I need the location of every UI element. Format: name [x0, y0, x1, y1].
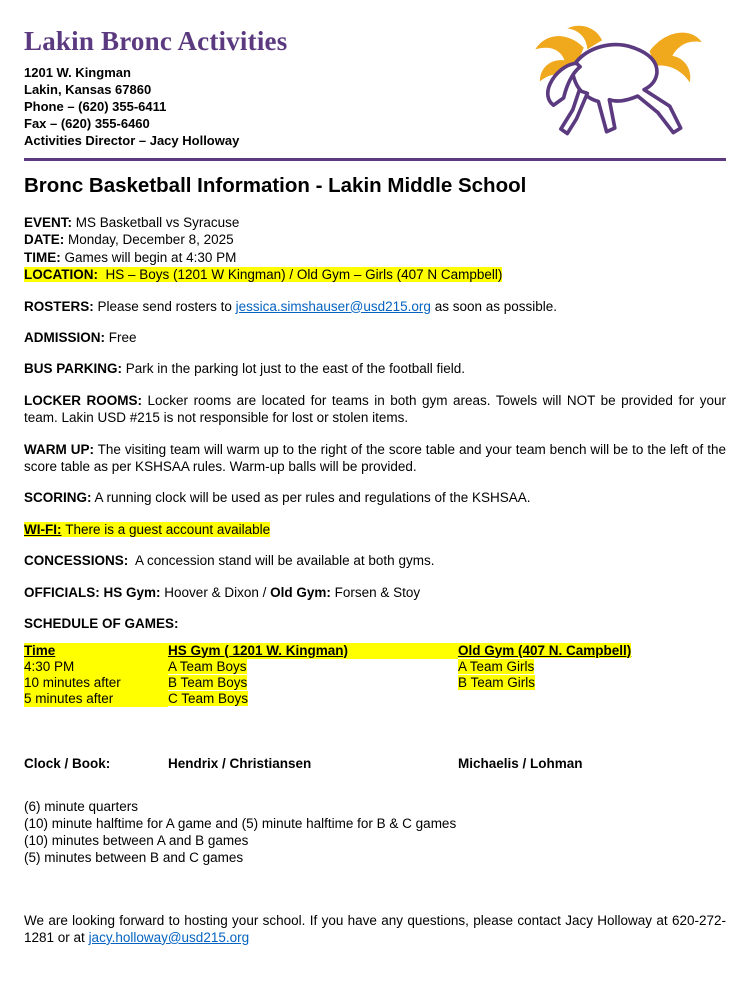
letterhead: [24, 26, 726, 150]
clock-book-row: [24, 755, 726, 772]
warm-up-text: The visiting team will warm up to the right of the score table and your team bench will be to the left of the score table as per KSHSAA rules. Warm-up balls will be provided.: [24, 441, 726, 475]
time-text: Games will begin at 4:30 PM: [64, 249, 237, 265]
scoring-line: [24, 489, 726, 506]
note-line: (6) minute quarters: [24, 798, 139, 814]
officials-hs-text: Hoover & Dixon /: [164, 584, 267, 600]
clock-book-old: Michaelis / Lohman: [458, 755, 583, 771]
location-line: [24, 266, 726, 283]
letterhead-text: [24, 26, 287, 149]
note-line: (10) minute halftime for A game and (5) minute halftime for B & C games: [24, 815, 457, 831]
schedule-table: [24, 643, 726, 772]
note-line: (5) minutes between B and C games: [24, 849, 244, 865]
wifi-label: WI-FI:: [24, 521, 62, 537]
officials-line: [24, 584, 726, 601]
clock-book-label: Clock / Book:: [24, 755, 111, 771]
time-line: [24, 249, 726, 266]
schedule-header-row: [24, 643, 726, 659]
event-info-block: [24, 214, 726, 284]
phone-line: Phone – (620) 355-6411: [24, 99, 167, 114]
admission-text: Free: [108, 330, 137, 346]
page-title: Bronc Basketball Information - Lakin Middle School: [24, 174, 527, 197]
wifi-line: [24, 521, 726, 538]
locker-rooms-paragraph: [24, 392, 726, 427]
time-label: TIME:: [24, 249, 61, 265]
schedule-row: [24, 675, 726, 691]
warm-up-label: WARM UP:: [24, 441, 94, 457]
officials-label: OFFICIALS:: [24, 584, 100, 600]
schedule-row: [24, 659, 726, 675]
closing-text: We are looking forward to hosting your school. If you have any questions, please contact Jacy Holloway at 620-272-1281 or at: [24, 912, 726, 945]
schedule-header-time: Time: [24, 643, 168, 659]
schedule-time-cell: 10 minutes after: [24, 675, 168, 691]
concessions-text: A concession stand will be available at both gyms.: [135, 553, 435, 569]
location-text: HS – Boys (1201 W Kingman) / Old Gym – Girls (407 N Campbell): [105, 267, 503, 283]
event-line: [24, 214, 726, 231]
schedule-heading: SCHEDULE OF GAMES:: [24, 616, 179, 632]
warm-up-paragraph: [24, 441, 726, 476]
admission-label: ADMISSION:: [24, 330, 105, 346]
director-line: Activities Director – Jacy Holloway: [24, 133, 240, 148]
date-text: Monday, December 8, 2025: [68, 232, 234, 248]
location-highlight: [24, 267, 502, 282]
event-text: MS Basketball vs Syracuse: [75, 215, 240, 230]
rosters-line: [24, 298, 726, 315]
officials-old-text: Forsen & Stoy: [334, 584, 421, 600]
date-label: DATE:: [24, 232, 65, 248]
schedule-header-hs-gym: HS Gym ( 1201 W. Kingman): [168, 643, 458, 659]
rosters-text-before: Please send rosters to: [97, 298, 232, 314]
wifi-text: There is a guest account available: [65, 521, 271, 537]
schedule-old-cell: [458, 691, 726, 707]
bronco-logo: [518, 22, 708, 150]
schedule-header-old-gym: Old Gym (407 N. Campbell): [458, 642, 632, 658]
bus-parking-line: [24, 360, 726, 377]
admission-line: [24, 329, 726, 346]
fax-line: Fax – (620) 355-6460: [24, 116, 150, 131]
event-label: EVENT:: [24, 215, 73, 230]
header-divider: [24, 158, 726, 161]
officials-hs-label: HS Gym:: [103, 584, 161, 600]
schedule-hs-cell: C Team Boys: [168, 690, 249, 706]
bronco-horse-icon: [518, 22, 708, 150]
bus-parking-label: BUS PARKING:: [24, 361, 123, 377]
schedule-hs-cell: B Team Boys: [168, 674, 248, 690]
closing-email-link[interactable]: jacy.holloway@usd215.org: [88, 929, 250, 945]
schedule-row: [24, 691, 726, 707]
locker-rooms-text: Locker rooms are located for teams in both gym areas. Towels will NOT be provided for your team. Lakin USD #215 is not responsible for lost or stolen items.: [24, 392, 726, 426]
date-line: [24, 231, 726, 248]
address-city: Lakin, Kansas 67860: [24, 82, 152, 97]
wifi-highlight: [24, 522, 270, 537]
schedule-time-cell: 4:30 PM: [24, 659, 168, 675]
locker-rooms-label: LOCKER ROOMS:: [24, 392, 143, 408]
clock-book-hs: Hendrix / Christiansen: [168, 755, 312, 771]
rosters-email-link[interactable]: jessica.simshauser@usd215.org: [235, 298, 431, 314]
closing-paragraph: [24, 912, 726, 947]
org-name: Lakin Bronc Activities: [24, 26, 288, 56]
bus-parking-text: Park in the parking lot just to the east of the football field.: [125, 361, 465, 377]
location-label: LOCATION:: [24, 267, 98, 283]
schedule-old-cell: A Team Girls: [458, 658, 535, 674]
concessions-line: [24, 552, 726, 569]
officials-old-label: Old Gym:: [270, 584, 331, 600]
scoring-label: SCORING:: [24, 490, 92, 506]
address-street: 1201 W. Kingman: [24, 65, 131, 80]
timing-notes: [24, 798, 726, 866]
concessions-label: CONCESSIONS:: [24, 553, 129, 569]
rosters-text-after: as soon as possible.: [434, 298, 558, 314]
schedule-hs-cell: A Team Boys: [168, 658, 247, 674]
rosters-label: ROSTERS:: [24, 298, 94, 314]
schedule-old-cell: B Team Girls: [458, 674, 536, 690]
scoring-text: A running clock will be used as per rules and regulations of the KSHSAA.: [94, 490, 531, 506]
schedule-time-cell: 5 minutes after: [24, 691, 168, 707]
note-line: (10) minutes between A and B games: [24, 832, 249, 848]
